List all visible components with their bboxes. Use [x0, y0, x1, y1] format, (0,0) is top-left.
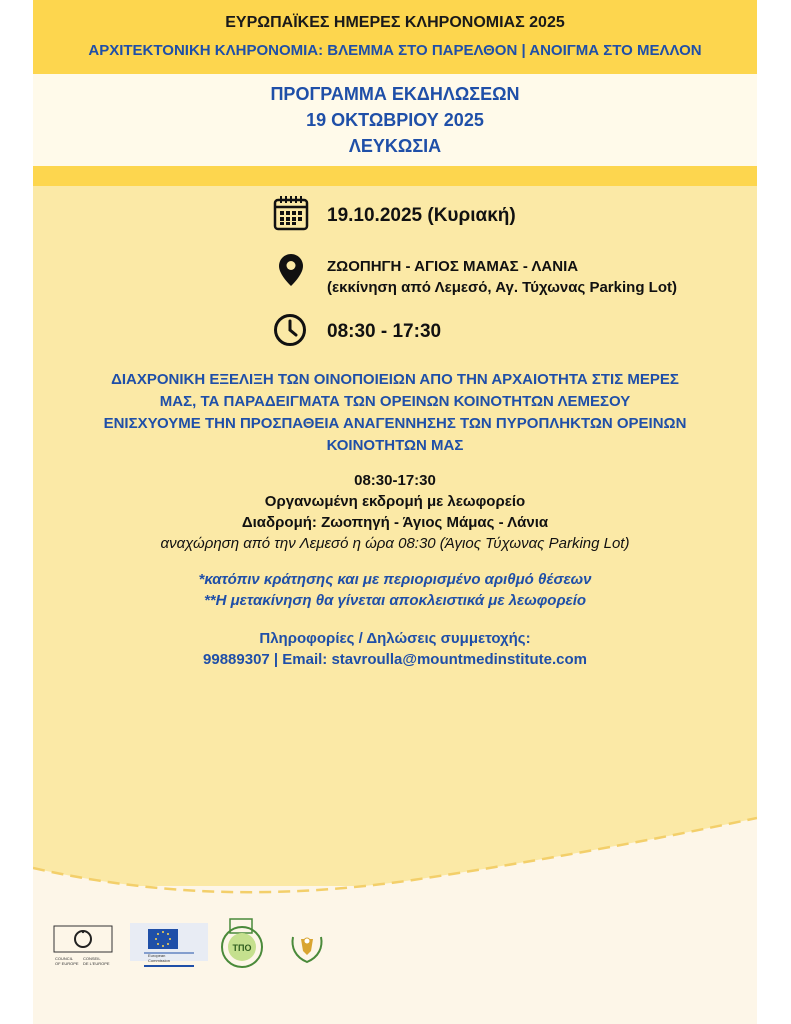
- contact-block: [73, 628, 717, 670]
- header-title: ΕΥΡΩΠΑΪΚΕΣ ΗΜΕΡΕΣ ΚΛΗΡΟΝΟΜΙΑΣ 2025: [225, 14, 565, 31]
- description-line: ΔΙΑΧΡΟΝΙΚΗ ΕΞΕΛΙΞΗ ΤΩΝ ΟΙΝΟΠΟΙΕΙΩΝ ΑΠΟ ΤΗΝ ΑΡΧΑΙΟΤΗΤΑ ΣΤΙΣ ΜΕΡΕΣ: [111, 371, 679, 388]
- schedule-departure: αναχώρηση από την Λεμεσό η ώρα 08:30 (Άγιος Τύχωνας Parking Lot): [160, 535, 630, 552]
- map-pin-icon: [279, 254, 303, 291]
- coe-caption: CONSEIL: [83, 956, 101, 961]
- tpo-logo: [216, 917, 268, 973]
- event-description: [73, 369, 717, 457]
- header-subtitle: ΑΡΧΙΤΕΚΤΟΝΙΚΗ ΚΛΗΡΟΝΟΜΙΑ: ΒΛΕΜΜΑ ΣΤΟ ΠΑΡΕΛΘΟΝ | ΑΝΟΙΓΜΑ ΣΤΟ ΜΕΛΛΟΝ: [88, 42, 702, 59]
- description-line: ΕΝΙΣΧΥΟΥΜΕ ΤΗΝ ΠΡΟΣΠΑΘΕΙΑ ΑΝΑΓΕΝΝΗΣΗΣ ΤΩΝ ΠΥΡΟΠΛΗΚΤΩΝ ΟΡΕΙΝΩΝ: [103, 415, 687, 432]
- description-line: ΜΑΣ, ΤΑ ΠΑΡΑΔΕΙΓΜΑΤΑ ΤΩΝ ΟΡΕΙΝΩΝ ΚΟΙΝΟΤΗΤΩΝ ΛΕΜΕΣΟΥ: [159, 393, 631, 410]
- ec-caption: Commission: [148, 958, 171, 963]
- clock-icon: [273, 313, 307, 352]
- programme-title: ΠΡΟΓΡΑΜΜΑ ΕΚΔΗΛΩΣΕΩΝ: [270, 84, 520, 104]
- partner-logos: [33, 915, 757, 975]
- contact-details: 99889307 | Email: stavroulla@mountmedinstitute.com: [203, 651, 587, 668]
- divider-strip: [33, 166, 757, 186]
- contact-heading: Πληροφορίες / Δηλώσεις συμμετοχής:: [259, 630, 531, 647]
- calendar-icon: [273, 195, 309, 236]
- ec-caption: European: [148, 953, 166, 958]
- description-line: ΚΟΙΝΟΤΗΤΩΝ ΜΑΣ: [326, 437, 464, 454]
- location-start: (εκκίνηση από Λεμεσό, Αγ. Τύχωνας Parking Lot): [327, 279, 677, 296]
- coe-caption: COUNCIL: [55, 956, 74, 961]
- event-time: 08:30 - 17:30: [327, 321, 442, 342]
- programme-date: 19 ΟΚΤΩΒΡΙΟΥ 2025: [306, 110, 484, 130]
- european-commission-logo: [130, 923, 208, 971]
- schedule-block: [73, 470, 717, 554]
- event-date: 19.10.2025 (Κυριακή): [327, 205, 516, 226]
- programme-band: [33, 74, 757, 166]
- location-route: ΖΩΟΠΗΓΗ - ΑΓΙΟΣ ΜΑΜΑΣ - ΛΑΝΙΑ: [327, 258, 579, 275]
- poster: [33, 0, 757, 1024]
- schedule-event: Οργανωμένη εκδρομή με λεωφορείο: [264, 493, 526, 510]
- transport-note: **Η μετακίνηση θα γίνεται αποκλειστικά με λεωφορείο: [203, 592, 587, 609]
- coe-caption: DE L'EUROPE: [83, 961, 110, 966]
- council-of-europe-logo: [53, 925, 113, 969]
- header-band: [33, 0, 757, 74]
- cyprus-emblem: [287, 929, 327, 965]
- booking-note: *κατόπιν κράτησης και με περιορισμένο αριθμό θέσεων: [198, 571, 592, 588]
- event-location: [327, 256, 677, 298]
- schedule-time: 08:30-17:30: [354, 472, 436, 489]
- tpo-text: ΤΠΟ: [232, 943, 252, 953]
- wave-divider: [33, 810, 757, 910]
- notes-block: [73, 569, 717, 611]
- schedule-route: Διαδρομή: Ζωοπηγή - Άγιος Μάμας - Λάνια: [241, 514, 549, 531]
- coe-caption: OF EUROPE: [55, 961, 79, 966]
- programme-city: ΛΕΥΚΩΣΙΑ: [348, 136, 442, 156]
